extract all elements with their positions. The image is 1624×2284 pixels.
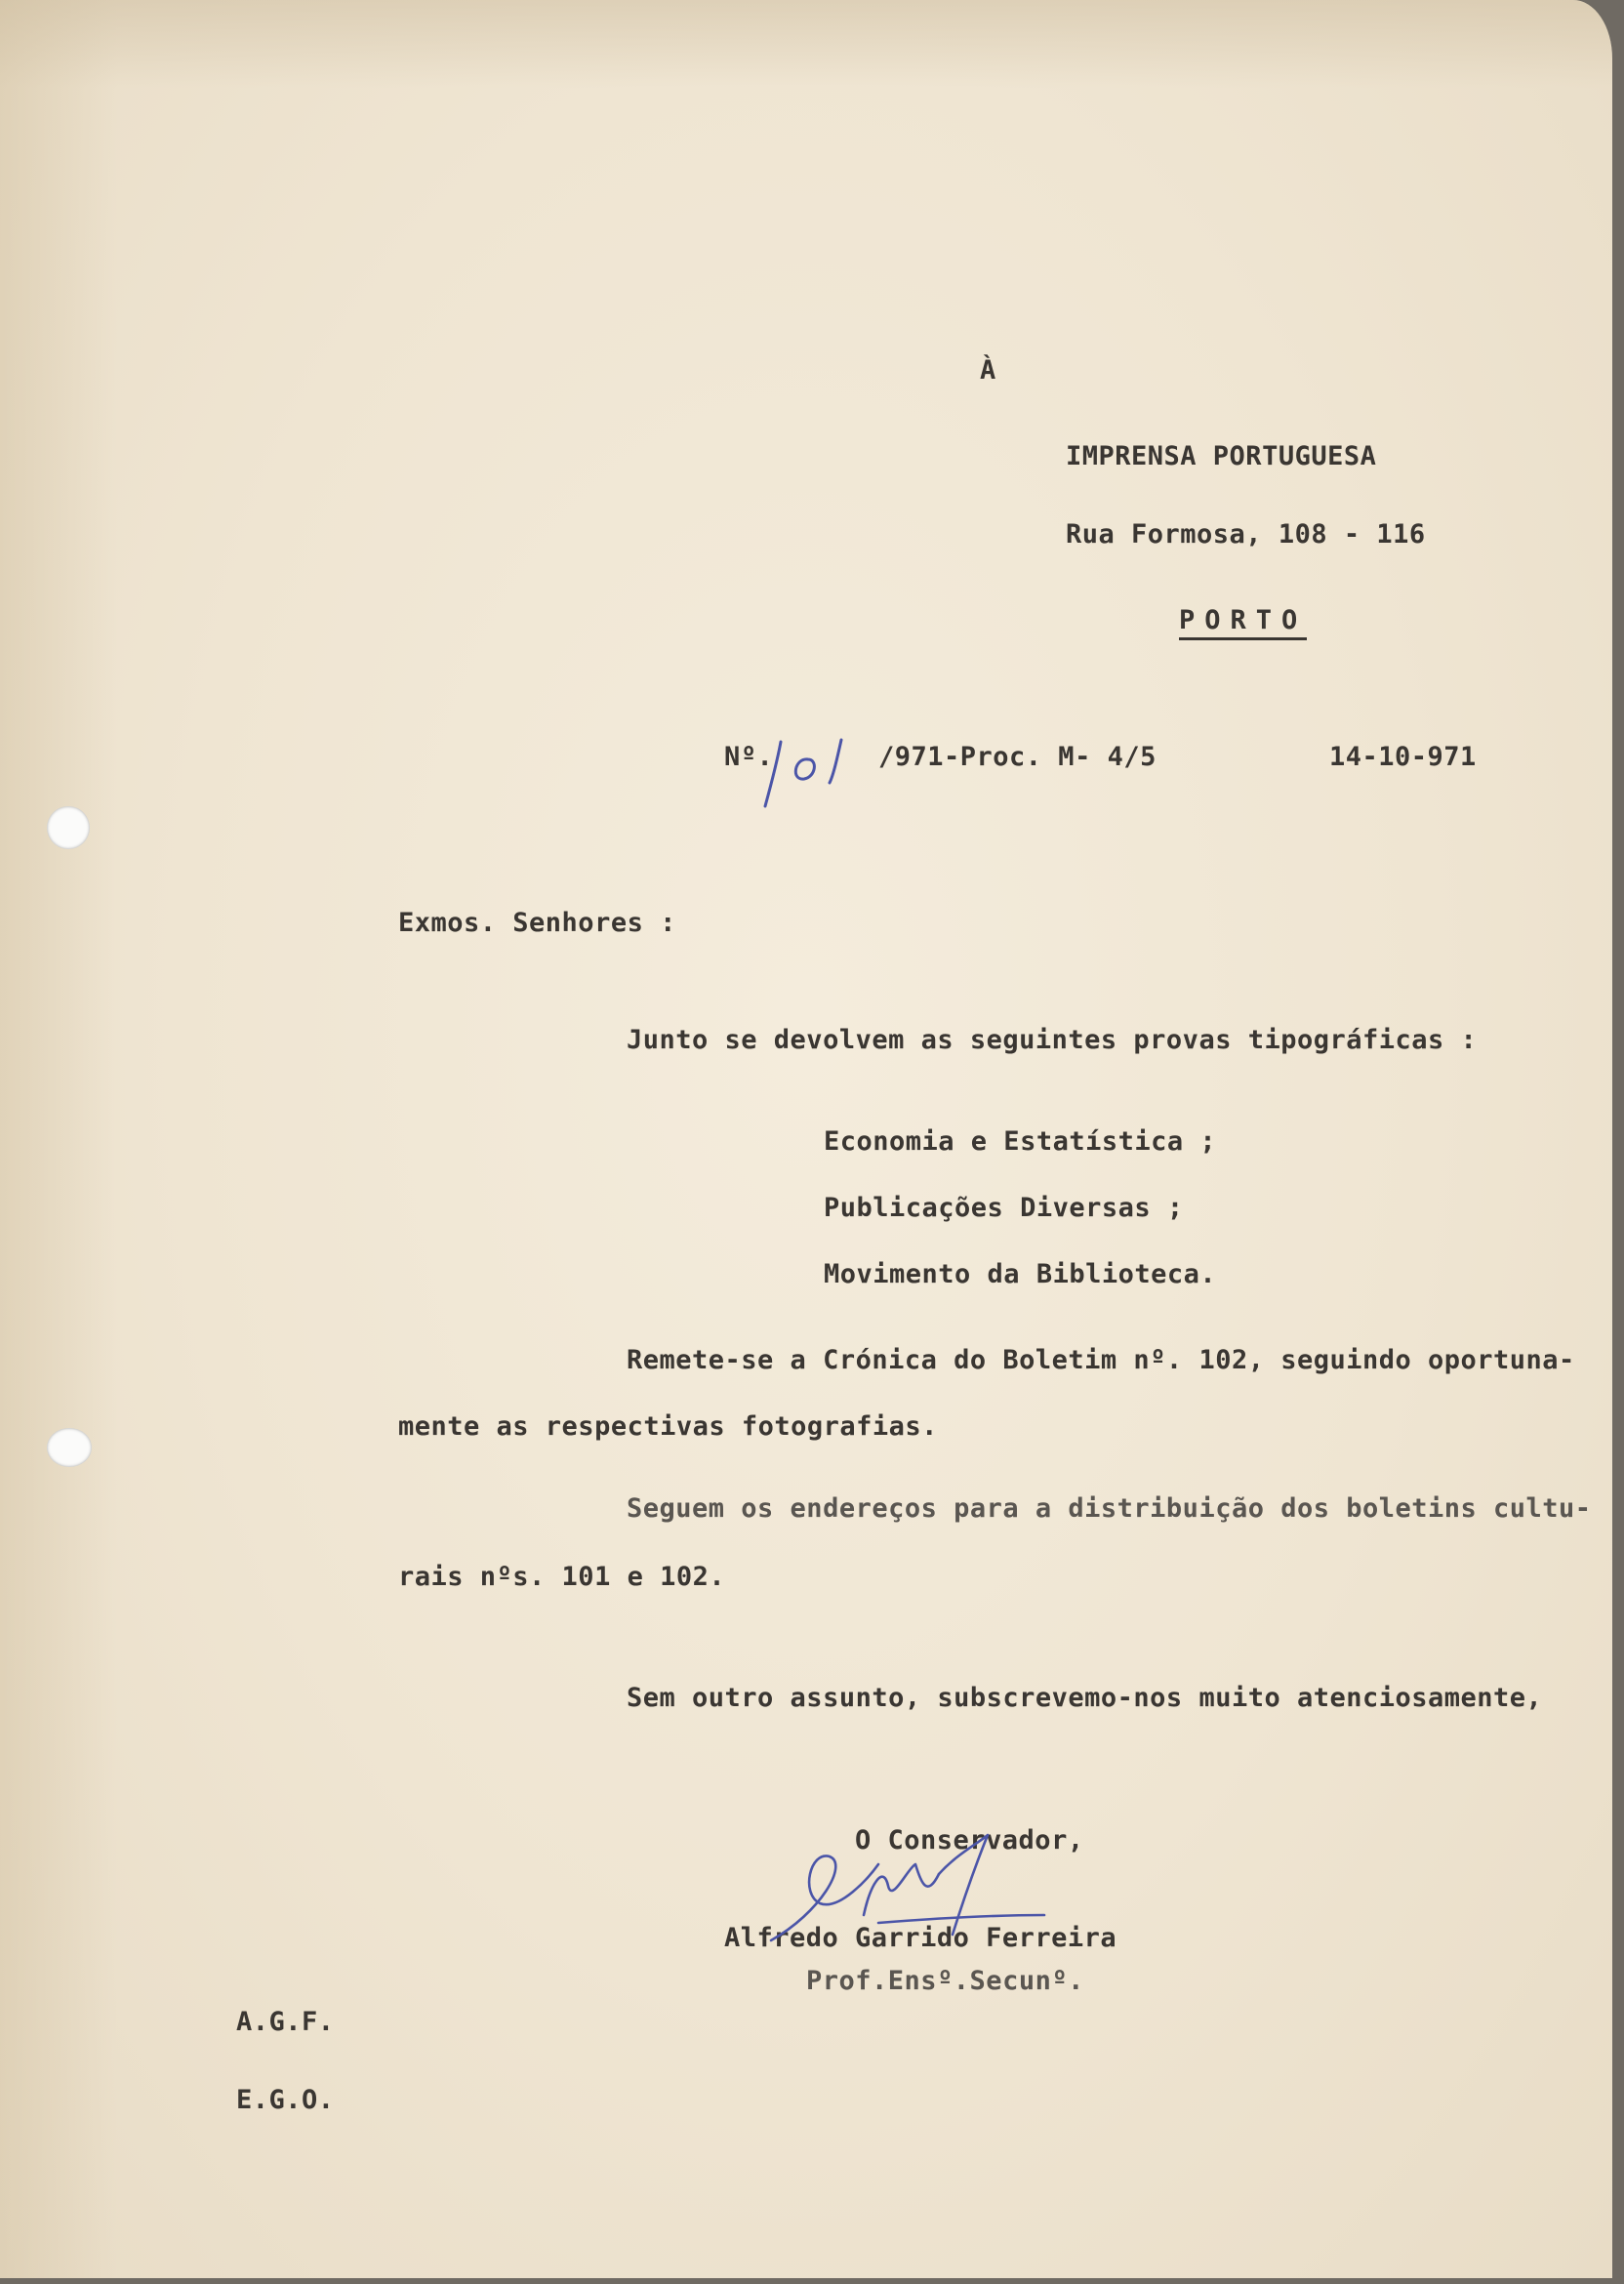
handwritten-signature — [761, 1825, 1093, 1952]
closing-line: Sem outro assunto, subscrevemo-nos muito atenciosamente, — [627, 1683, 1543, 1713]
letter-date: 14-10-971 — [1329, 742, 1477, 772]
list-item: Economia e Estatística ; — [824, 1126, 1217, 1157]
paper-shading-left — [0, 0, 117, 2278]
paragraph-2-line-1: Seguem os endereços para a distribuição dos boletins cultu- — [627, 1493, 1592, 1524]
list-item: Publicações Diversas ; — [824, 1193, 1184, 1223]
paper-shading-top — [0, 0, 1612, 88]
signature-role: O Conservador, — [855, 1825, 1084, 1856]
salutation: Exmos. Senhores : — [398, 908, 676, 938]
handwritten-reference-number — [751, 724, 878, 812]
reference-prefix: Nº. — [724, 742, 774, 772]
intro-line: Junto se devolvem as seguintes provas tipográficas : — [627, 1025, 1478, 1055]
paragraph-2-line-2: rais nºs. 101 e 102. — [398, 1562, 726, 1592]
svg-text:101: 101 — [751, 793, 753, 794]
recipient-city: PORTO — [1179, 605, 1307, 640]
initials-line-1: A.G.F. — [236, 2007, 335, 2037]
paragraph-1-line-2: mente as respectivas fotografias. — [398, 1411, 938, 1442]
initials-line-2: E.G.O. — [236, 2085, 335, 2115]
list-item: Movimento da Biblioteca. — [824, 1259, 1217, 1289]
paragraph-1-line-1: Remete-se a Crónica do Boletim nº. 102, seguindo oportuna- — [627, 1345, 1575, 1375]
recipient-street: Rua Formosa, 108 - 116 — [1066, 519, 1426, 550]
recipient-name: IMPRENSA PORTUGUESA — [1066, 441, 1377, 471]
signatory-name: Alfredo Garrido Ferreira — [724, 1923, 1117, 1953]
reference-suffix: /971-Proc. M- 4/5 — [878, 742, 1157, 772]
signatory-title: Prof.Ensº.Secunº. — [806, 1966, 1084, 1996]
punch-hole-lower — [47, 1428, 92, 1467]
punch-hole-upper — [47, 806, 90, 849]
addressee-mark: À — [980, 355, 996, 386]
